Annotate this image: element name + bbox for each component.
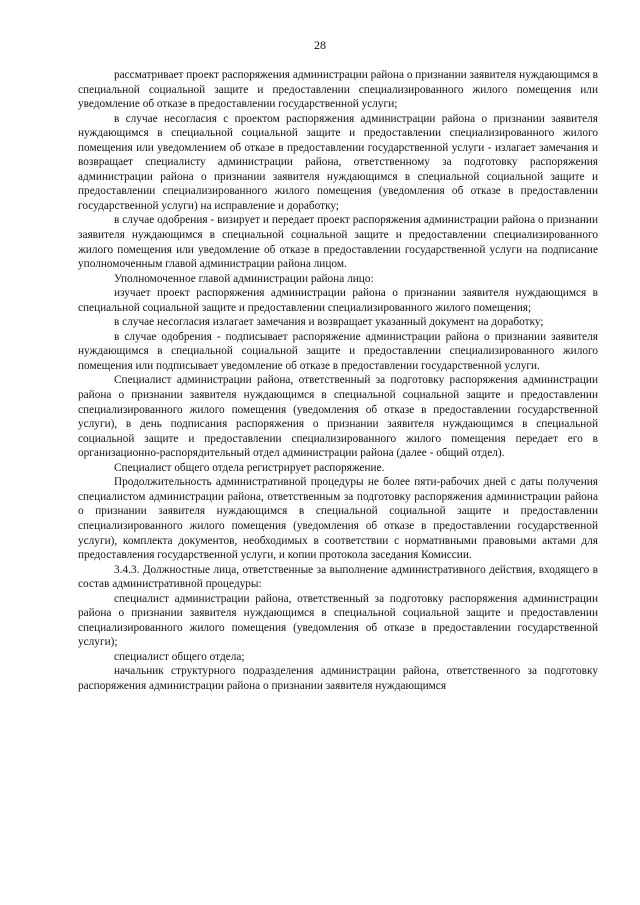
paragraph: в случае одобрения - подписывает распоряжение администрации района о признании заявителя нуждающимся в специальной социальной защите и предоставлении специализированного жилого помещения или подписывает уведомление об отказе в предоставлении государственной услуги. [78,330,598,372]
document-body [78,68,598,694]
paragraph: специалист общего отдела; [114,650,245,663]
paragraph: Уполномоченное главой администрации района лицо: [114,272,374,285]
paragraph: в случае одобрения - визирует и передает проект распоряжения администрации района о признании заявителя нуждающимся в специальной социальной защите и предоставлении специализированного жилого помещения или уведомление об отказе в предоставлении государственной услуги на подписание уполномоченным главой администрации района лицом. [78,214,598,271]
paragraph: начальник структурного подразделения администрации района, ответственного за подготовку распоряжения администрации района о признании заявителя нуждающимся [78,665,598,692]
paragraph: изучает проект распоряжения администрации района о признании заявителя нуждающимся в специальной социальной защите и предоставлении специализированного жилого помещения; [78,287,598,314]
paragraph: рассматривает проект распоряжения администрации района о признании заявителя нуждающимся в специальной социальной защите и предоставлении специализированного жилого помещения или уведомление об отказе в предоставлении государственной услуги; [78,69,598,111]
paragraph: специалист администрации района, ответственный за подготовку распоряжения администрации района о признании заявителя нуждающимся в специальной социальной защите и предоставлении специализированного жилого помещения (уведомления об отказе в предоставлении государственной услуги); [78,592,598,649]
paragraph: Продолжительность административной процедуры не более пяти-рабочих дней с даты получения специалистом администрации района, ответственным за подготовку распоряжения администрации района о признании заявителя нуждающимся в специальной социальной защите и предоставлении специализированного жилого помещения (уведомления об отказе в предоставлении государственной услуги), комплекта документов, необходимых в соответствии с нормативными правовыми актами для предоставления государственной услуги, и копии протокола заседания Комиссии. [78,476,598,562]
paragraph: в случае несогласия излагает замечания и возвращает указанный документ на доработку; [114,316,544,329]
page-number: 28 [314,38,326,52]
paragraph: Специалист общего отдела регистрирует распоряжение. [114,461,385,474]
paragraph: 3.4.3. Должностные лица, ответственные за выполнение административного действия, входящего в состав административной процедуры: [78,563,598,591]
paragraph: Специалист администрации района, ответственный за подготовку распоряжения администрации района о признании заявителя нуждающимся в специальной социальной защите и предоставлении специализированного жилого помещения (уведомления об отказе в предоставлении государственной услуги), в день подписания распоряжения о признании заявителя нуждающимся в специальной социальной защите и предоставлении специализированного жилого помещения передает его в организационно-распорядительный отдел администрации района (далее - общий отдел). [78,374,598,460]
paragraph: в случае несогласия с проектом распоряжения администрации района о признании заявителя нуждающимся в специальной социальной защите и предоставлении специализированного жилого помещения или уведомлением об отказе в предоставлении государственной услуги - излагает замечания и возвращает специалисту администрации района, ответственному за подготовку распоряжения администрации района о признании заявителя нуждающимся в специальной социальной защите и предоставлении специализированного жилого помещения (уведомления об отказе в предоставлении государственной услуги) на исправление и доработку; [78,112,598,212]
